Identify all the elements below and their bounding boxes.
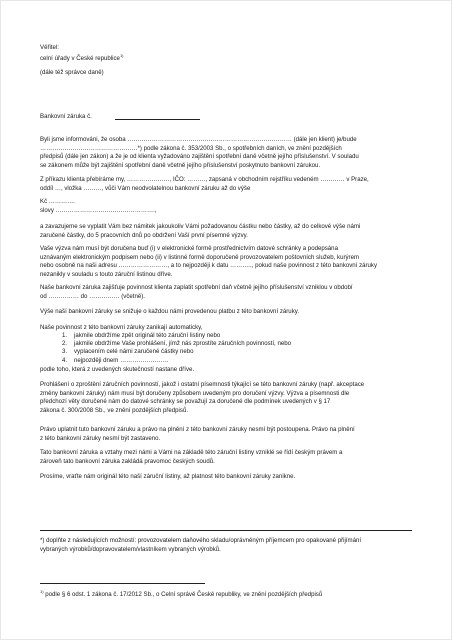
footnote-star-line: vybraných výrobků/dopravovatelem/vlastníkem vybraných výrobků. — [40, 545, 221, 553]
list-number: 4. — [62, 356, 68, 364]
p1-line: se zákonem může být zajištění spotřební daně včetně jejího příslušenství poskytnuto bankovní zárukou. — [40, 161, 321, 169]
p3-line: a zavazujeme se vyplatit Vám bez námitek jakoukoliv Vámi požadovanou částku nebo částky, až do celkové výše námi — [40, 223, 361, 230]
list-item — [62, 357, 382, 365]
paragraph-informed — [40, 136, 412, 170]
footnote-star — [40, 537, 412, 554]
p4-line: uznávaným elektronickým podpisem nebo (ii) v listinné formě doporučeně provozovatelem poštovních služeb, kurýrem — [40, 253, 360, 261]
p9-line: z této bankovní záruky nesmí být zastaveno. — [40, 434, 161, 442]
p5-line: Naše bankovní záruka zajišťuje povinnost klienta zaplatit spotřební daň včetně jejího příslušenství vzniklou v období — [40, 284, 353, 291]
list-number: 1. — [62, 332, 68, 339]
addressee-footnote-ref: 1) — [119, 53, 124, 58]
p1-line: …………………………………………*) podle zákona č. 353/2003 Sb., o spotřebních daních, ve znění pozdějších — [40, 144, 342, 152]
paragraph-reduction: Výše naší bankovní záruky se snižuje o každou námi provedenou platbu z této bankovní záruky. — [40, 308, 300, 315]
p8-line: Prohlášení o zproštění záručních povinností, jakož i ostatní písemnosti týkající se této bankovní záruky (např. akceptace — [40, 381, 365, 388]
p8-line: zákona č. 300/2008 Sb., ve znění pozdějších předpisů. — [40, 406, 189, 414]
p4-line: nebo osobně na naši adresu ……………………, a to nejpozději k datu ……….., pokud naše povinnost z této bankovní záruky — [40, 262, 378, 270]
list-item — [62, 348, 382, 356]
p8-line: změny bankovní záruky) nám musí být doručeny způsobem uvedeným pro doručení výzvy. Výzva a písemnosti dle — [40, 389, 350, 397]
termination-list — [62, 332, 382, 365]
p1-line: předpisů (dále jen zákon) a že je od klienta vyžadováno zajištění spotřební daně včetně jejího příslušenství. V souladu — [40, 153, 359, 161]
paragraph-period — [40, 284, 412, 301]
paragraph-return: Prosíme, vraťte nám originál této naší záruční listiny, až platnost této bankovní záruky zanikne. — [40, 473, 296, 480]
paragraph-termination-intro: Naše povinnost z této bankovní záruky zanikají automaticky, — [40, 324, 203, 331]
paragraph-order — [40, 176, 412, 193]
p3-line: zaručené částky, do 5 pracovních dnů po obdržení Vaší první písemné výzvy. — [40, 231, 248, 239]
footnote-separator-short — [40, 583, 205, 584]
p2-line: Z příkazu klienta přebíráme my, …………………, IČO: ………, zapsaná v obchodním rejstříku vedeném ………… v Praze, — [40, 176, 369, 183]
p1-line: Byli jsme informováni, že osoba ……………………………………………………………………… (dále jen klient) je/bude — [40, 136, 357, 143]
p8-line: předchozí věty doručené nám do datové schránky se považují za doručené dle podmínek uvedených v § 17 — [40, 398, 331, 406]
paragraph-documents — [40, 381, 412, 415]
list-text: nejpozději dnem …………………… — [74, 356, 169, 364]
p9-line: Právo uplatnit tuto bankovní záruku a právo na plnění z této bankovní záruky nesmí být postoupena. Právo na plnění — [40, 426, 355, 433]
guarantee-number-line — [115, 119, 200, 120]
paragraph-obligation — [40, 223, 412, 240]
p5-line: od …………… do …………… (včetně). — [40, 292, 145, 300]
p4-line: Vaše výzva nám musí být doručena buď (i) v elektronické formě prostřednictvím datové schránky a podepsána — [40, 245, 338, 252]
list-text: jakmile obdržíme Vaše prohlášení, jímž nás zprostíte záručních povinností, nebo — [74, 340, 292, 348]
amount-block — [40, 198, 412, 215]
addressee-label: Věřitel: — [40, 44, 59, 51]
p10-line: Tato bankovní záruka a vztahy mezi námi a Vámi na základě této záruční listiny vzniklé se řídí českým právem a — [40, 449, 343, 456]
paragraph-assignment — [40, 426, 412, 443]
footnote-one-text: podle § 6 odst. 1 zákona č. 17/2012 Sb., o Celní správě České republiky, ve znění pozdějších předpisů — [45, 591, 323, 598]
list-text: jakmile obdržíme zpět originál této záruční listiny nebo — [74, 332, 221, 339]
paragraph-delivery — [40, 245, 412, 279]
footnote-separator — [40, 530, 412, 531]
p2-line: oddíl …, vložka ………, vůči Vám neodvolatelnou bankovní záruku až do výše — [40, 184, 251, 192]
list-number: 2. — [62, 340, 68, 348]
footnote-one-ref: 1) — [40, 589, 44, 594]
addressee-note: (dále též správce daně) — [40, 69, 104, 76]
guarantee-number-label: Bankovní záruka č. — [40, 113, 92, 120]
amount-kc: Kč …………. — [40, 198, 75, 205]
list-text: vyplacením celé námi zaručené částky nebo — [74, 348, 194, 356]
list-item — [62, 340, 382, 348]
amount-words: slovy …………………………………………., — [40, 206, 157, 214]
footnote-star-line: *) doplňte z následujících možností: provozovatelem daňového skladu/oprávněným příjemcem pro opakované přijímání — [40, 537, 362, 544]
paragraph-termination-outro: podle toho, která z uvedených skutečností nastane dříve. — [40, 366, 195, 373]
list-item — [62, 332, 382, 340]
p4-line: nezanikly v souladu s touto záruční listinou dříve. — [40, 270, 173, 278]
addressee-name-text: celní úřady v České republice — [40, 55, 120, 62]
addressee-name — [40, 52, 412, 64]
paragraph-law — [40, 449, 412, 466]
p10-line: zároveň tato bankovní záruka zakládá pravomoc českých soudů. — [40, 457, 215, 465]
list-number: 3. — [62, 348, 68, 356]
footnote-one — [40, 588, 412, 600]
